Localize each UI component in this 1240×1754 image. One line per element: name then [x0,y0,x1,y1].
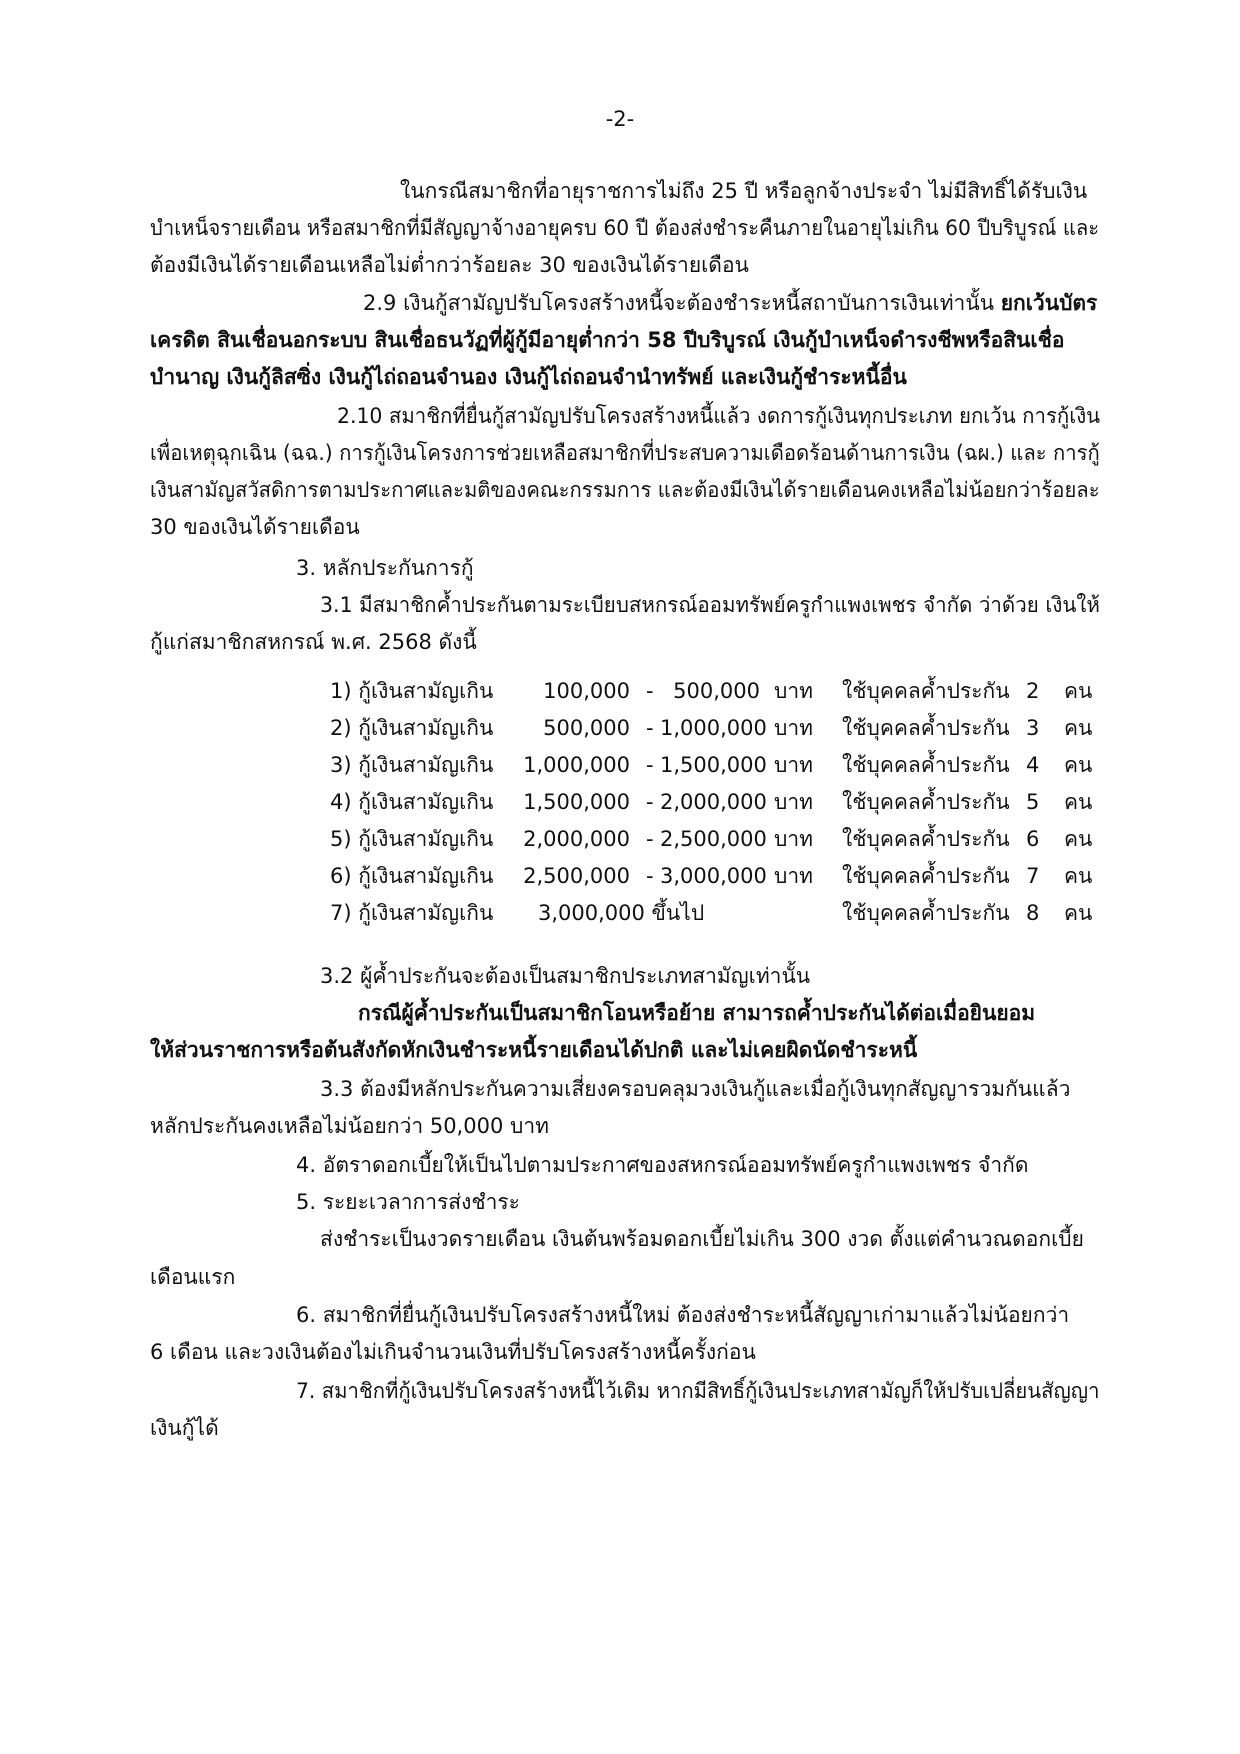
row-dash: - [646,790,654,814]
row-to: 2,000,000 [660,790,767,814]
row-from: 1,000,000 [523,753,630,777]
row-unit: บาท [774,716,813,740]
row-person: คน [1064,901,1093,925]
row-guarantor: ใช้บุคคลค้ำประกัน [842,679,1010,703]
row-label: 2) กู้เงินสามัญเกิน [330,716,494,740]
section-5-line-1: ส่งชำระเป็นงวดรายเดือน เงินต้นพร้อมดอกเบี้ยไม่เกิน 300 งวด ตั้งแต่คำนวณดอกเบี้ย [320,1227,1084,1251]
row-to: 1,000,000 [660,716,767,740]
row-to: 500,000 [673,679,760,703]
row-count: 8 [1026,901,1040,925]
p32-bold-line-2: ให้ส่วนราชการหรือต้นสังกัดหักเงินชำระหนี้รายเดือนได้ปกติ และไม่เคยผิดนัดชำระหนี้ [150,1038,918,1062]
row-unit: บาท [774,790,813,814]
row-guarantor: ใช้บุคคลค้ำประกัน [842,901,1010,925]
row-person: คน [1064,753,1093,777]
section-6-line-1: 6. สมาชิกที่ยื่นกู้เงินปรับโครงสร้างหนี้ใหม่ ต้องส่งชำระหนี้สัญญาเก่ามาแล้วไม่น้อยกว่า [296,1303,1070,1327]
p210-line-4: 30 ของเงินได้รายเดือน [150,515,360,539]
row-from: 2,500,000 [523,864,630,888]
row-to: 3,000,000 [660,864,767,888]
row-count: 3 [1026,716,1040,740]
row-person: คน [1064,827,1093,851]
row-dash: - [646,679,654,703]
p32-line: 3.2 ผู้ค้ำประกันจะต้องเป็นสมาชิกประเภทสามัญเท่านั้น [320,964,811,988]
section-5-heading: 5. ระยะเวลาการส่งชำระ [296,1190,520,1214]
row-count: 6 [1026,827,1040,851]
p1-line-3: ต้องมีเงินได้รายเดือนเหลือไม่ต่ำกว่าร้อยละ 30 ของเงินได้รายเดือน [150,253,749,277]
p210-line-1: 2.10 สมาชิกที่ยื่นกู้สามัญปรับโครงสร้างหนี้แล้ว งดการกู้เงินทุกประเภท ยกเว้น การกู้เงิน [337,404,1101,428]
p31-line-1: 3.1 มีสมาชิกค้ำประกันตามระเบียบสหกรณ์ออมทรัพย์ครูกำแพงเพชร จำกัด ว่าด้วย เงินให้ [320,593,1100,617]
row-from: 100,000 [543,679,630,703]
p29-line-1-bold: ยกเว้นบัตร [1000,291,1098,315]
row-guarantor: ใช้บุคคลค้ำประกัน [842,790,1010,814]
p1-line-1: ในกรณีสมาชิกที่อายุราชการไม่ถึง 25 ปี หรือลูกจ้างประจำ ไม่มีสิทธิ์ได้รับเงิน [400,179,1088,203]
row-to: 2,500,000 [660,827,767,851]
p32-bold-line-1: กรณีผู้ค้ำประกันเป็นสมาชิกโอนหรือย้าย สามารถค้ำประกันได้ต่อเมื่อยินยอม [358,1001,1036,1025]
row-dash: - [646,716,654,740]
row-guarantor: ใช้บุคคลค้ำประกัน [842,753,1010,777]
row-person: คน [1064,716,1093,740]
row-label: 1) กู้เงินสามัญเกิน [330,679,494,703]
p29-line-2: เครดิต สินเชื่อนอกระบบ สินเชื่อธนวัฏที่ผู้กู้มีอายุต่ำกว่า 58 ปีบริบูรณ์ เงินกู้บำเหน็จดำรงชีพหรือสินเชื่อ [150,328,1065,352]
row-dash: - [646,864,654,888]
row-count: 7 [1026,864,1040,888]
row-guarantor: ใช้บุคคลค้ำประกัน [842,716,1010,740]
section-3-heading: 3. หลักประกันการกู้ [296,556,474,580]
row-from: 500,000 [543,716,630,740]
row-unit: บาท [774,753,813,777]
row-dash: - [646,827,654,851]
row-count: 4 [1026,753,1040,777]
row-unit: บาท [774,864,813,888]
row-count: 2 [1026,679,1040,703]
p210-line-2: เพื่อเหตุฉุกเฉิน (ฉฉ.) การกู้เงินโครงการช่วยเหลือสมาชิกที่ประสบความเดือดร้อนด้านการเงิน (ฉผ.) และ การกู้ [150,441,1100,465]
section-7-line-1: 7. สมาชิกที่กู้เงินปรับโครงสร้างหนี้ไว้เดิม หากมีสิทธิ์กู้เงินประเภทสามัญก็ให้ปรับเปลี่ยนสัญญา [296,1379,1100,1403]
section-4: 4. อัตราดอกเบี้ยให้เป็นไปตามประกาศของสหกรณ์ออมทรัพย์ครูกำแพงเพชร จำกัด [296,1153,1029,1177]
p33-line-1: 3.3 ต้องมีหลักประกันความเสี่ยงครอบคลุมวงเงินกู้และเมื่อกู้เงินทุกสัญญารวมกันแล้ว [320,1077,1071,1101]
row-label: 6) กู้เงินสามัญเกิน [330,864,494,888]
row-person: คน [1064,864,1093,888]
p29-line-1 [363,288,1097,318]
row-guarantor: ใช้บุคคลค้ำประกัน [842,827,1010,851]
page-number: -2- [605,107,635,131]
p210-line-3: เงินสามัญสวัสดิการตามประกาศและมติของคณะกรรมการ และต้องมีเงินได้รายเดือนคงเหลือไม่น้อยกว่าร้อยละ [150,478,1100,502]
p29-line-1-normal: 2.9 เงินกู้สามัญปรับโครงสร้างหนี้จะต้องชำระหนี้สถาบันการเงินเท่านั้น [363,291,1001,315]
row-from: 3,000,000 ขึ้นไป [538,901,705,925]
p33-line-2: หลักประกันคงเหลือไม่น้อยกว่า 50,000 บาท [150,1114,549,1138]
row-unit: บาท [774,679,813,703]
row-unit: บาท [774,827,813,851]
row-count: 5 [1026,790,1040,814]
p1-line-2: บำเหน็จรายเดือน หรือสมาชิกที่มีสัญญาจ้างอายุครบ 60 ปี ต้องส่งชำระคืนภายในอายุไม่เกิน 60 ปีบริบูรณ์ และ [150,216,1100,240]
row-label: 5) กู้เงินสามัญเกิน [330,827,494,851]
row-dash: - [646,753,654,777]
section-5-line-2: เดือนแรก [150,1265,236,1289]
section-7-line-2: เงินกู้ได้ [150,1416,219,1440]
row-label: 7) กู้เงินสามัญเกิน [330,901,494,925]
row-guarantor: ใช้บุคคลค้ำประกัน [842,864,1010,888]
row-from: 1,500,000 [523,790,630,814]
p31-line-2: กู้แก่สมาชิกสหกรณ์ พ.ศ. 2568 ดังนี้ [150,630,477,654]
row-label: 3) กู้เงินสามัญเกิน [330,753,494,777]
row-from: 2,000,000 [523,827,630,851]
p29-line-3: บำนาญ เงินกู้ลิสซิ่ง เงินกู้ไถ่ถอนจำนอง เงินกู้ไถ่ถอนจำนำทรัพย์ และเงินกู้ชำระหนี้อื่น [150,365,907,389]
row-to: 1,500,000 [660,753,767,777]
row-label: 4) กู้เงินสามัญเกิน [330,790,494,814]
row-person: คน [1064,790,1093,814]
section-6-line-2: 6 เดือน และวงเงินต้องไม่เกินจำนวนเงินที่ปรับโครงสร้างหนี้ครั้งก่อน [150,1340,756,1364]
row-person: คน [1064,679,1093,703]
